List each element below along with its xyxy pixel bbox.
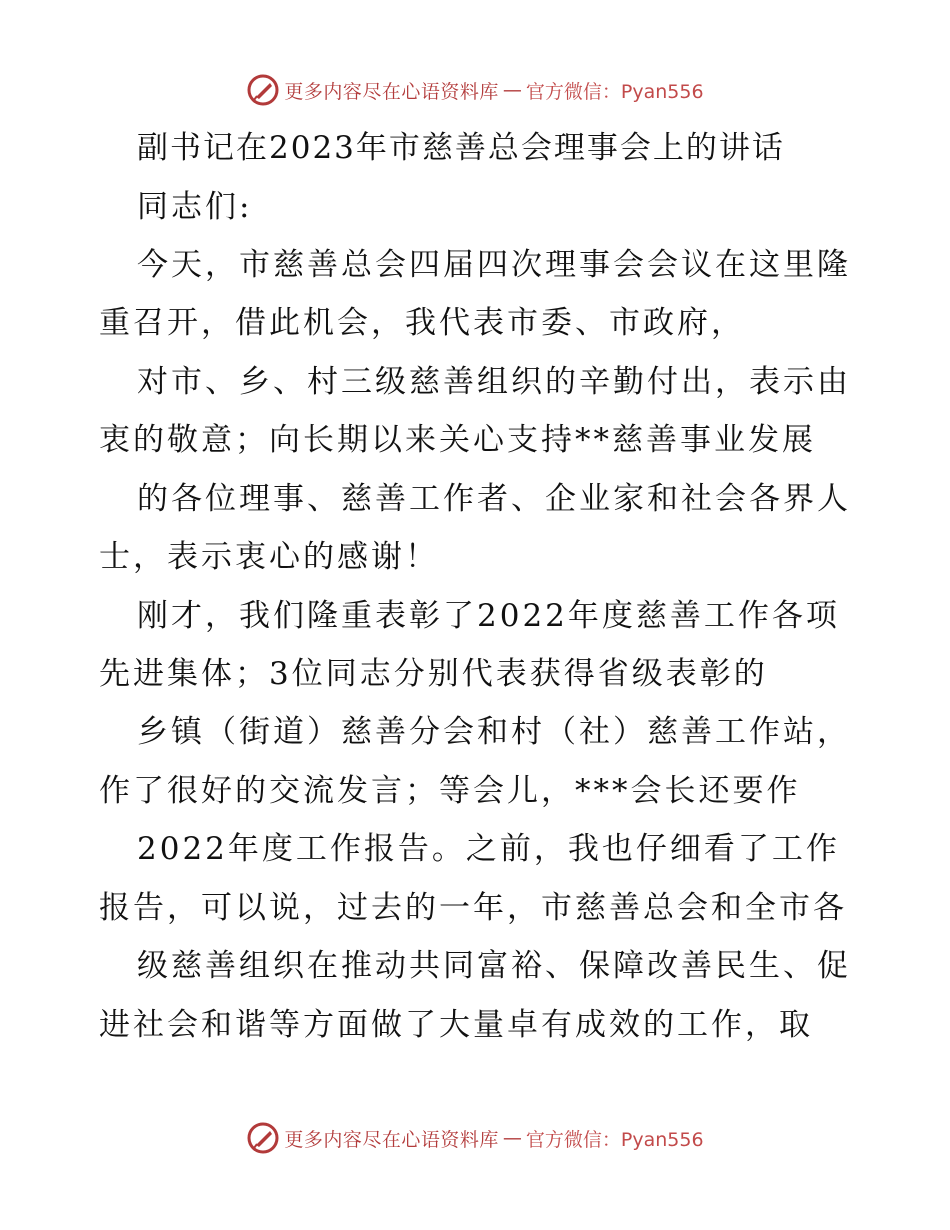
paragraph-line: 刚才，我们隆重表彰了2022年度慈善工作各项 [137, 598, 840, 634]
quill-pen-circle-icon [246, 73, 280, 107]
paragraph-line: 级慈善组织在推动共同富裕、保障改善民生、促 [137, 948, 851, 984]
paragraph-line: 同志们: [137, 189, 253, 225]
paragraph-line: 的各位理事、慈善工作者、企业家和社会各界人 [137, 481, 851, 517]
paragraph-line: 进社会和谐等方面做了大量卓有成效的工作，取 [99, 1007, 813, 1043]
watermark-dash: — [502, 79, 522, 101]
paragraph-line: 作了很好的交流发言；等会儿，***会长还要作 [99, 773, 801, 809]
paragraph-line: 2022年度工作报告。之前，我也仔细看了工作 [137, 831, 840, 867]
paragraph-line: 乡镇（街道）慈善分会和村（社）慈善工作站， [137, 714, 851, 750]
paragraph-line: 今天，市慈善总会四届四次理事会会议在这里隆 [137, 247, 851, 283]
paragraph-line: 衷的敬意；向长期以来关心支持**慈善事业发展 [99, 422, 816, 458]
document-title: 副书记在2023年市慈善总会理事会上的讲话 [137, 130, 785, 166]
watermark-contact: 官方微信：Pyan556 [525, 1128, 704, 1151]
watermark-text: 更多内容尽在心语资料库 [284, 1128, 499, 1151]
paragraph-line: 对市、乡、村三级慈善组织的辛勤付出，表示由 [137, 364, 851, 400]
paragraph-line: 报告，可以说，过去的一年，市慈善总会和全市各 [99, 890, 847, 926]
watermark-banner-top [0, 70, 950, 110]
watermark-dash: — [502, 1127, 522, 1149]
watermark-text: 更多内容尽在心语资料库 [284, 80, 499, 103]
watermark-contact: 官方微信：Pyan556 [525, 80, 704, 103]
paragraph-line: 重召开，借此机会，我代表市委、市政府， [99, 305, 745, 341]
quill-pen-circle-icon [246, 1121, 280, 1155]
paragraph-line: 先进集体；3位同志分别代表获得省级表彰的 [99, 656, 768, 692]
watermark-banner-bottom [0, 1118, 950, 1158]
paragraph-line: 士，表示衷心的感谢！ [99, 539, 439, 575]
